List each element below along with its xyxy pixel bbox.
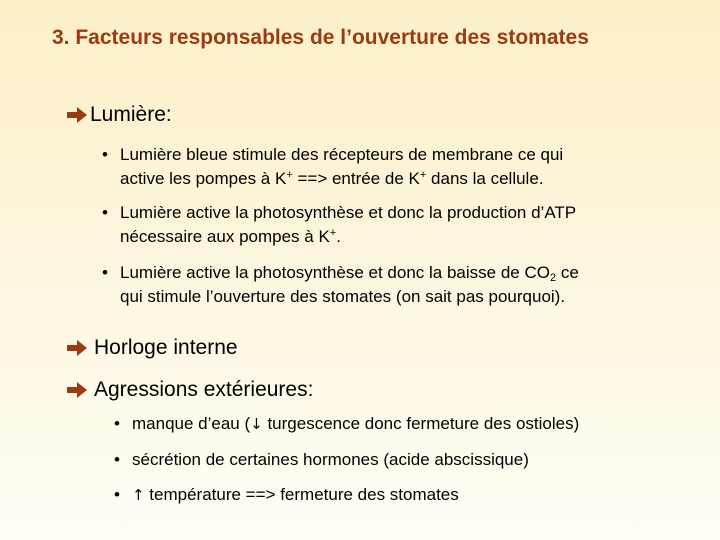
bullet-dot: •: [102, 263, 108, 282]
bullet-text: Lumière active la photosynthèse et donc la production d’ATP: [120, 203, 577, 222]
bullet-text: qui stimule l’ouverture des stomates (on sait pas pourquoi).: [120, 287, 566, 306]
bullet-dot: •: [114, 450, 120, 469]
bullet-dot: •: [102, 145, 108, 164]
right-arrow-icon: [66, 339, 88, 357]
bullet-text: ce: [556, 263, 579, 282]
bullet-text: manque d’eau (: [132, 414, 251, 433]
list-item: [114, 483, 692, 507]
page-title: 3. Facteurs responsables de l’ouverture des stomates: [52, 26, 589, 49]
superscript: +: [286, 169, 293, 181]
section-heading-label: Lumière:: [90, 103, 172, 126]
down-arrow-icon: ↓: [250, 415, 263, 433]
up-arrow-icon: ↑: [132, 486, 145, 504]
list-item: [102, 261, 680, 309]
section-lumiere-heading: [66, 103, 172, 127]
list-item: [114, 412, 692, 436]
right-arrow-icon: [66, 381, 88, 399]
bullet-text: Lumière active la photosynthèse et donc la baisse de CO: [120, 263, 550, 282]
superscript: +: [329, 227, 337, 239]
right-arrow-icon: [66, 106, 88, 124]
list-item: [114, 448, 692, 472]
section-heading-label: Horloge interne: [94, 336, 238, 359]
superscript: +: [419, 169, 427, 181]
bullet-text: active les pompes à K: [120, 169, 287, 188]
section-horloge-heading: [66, 336, 238, 360]
bullet-text: dans la cellule.: [426, 169, 544, 188]
section-heading-label: Agressions extérieures:: [94, 378, 314, 401]
bullet-text: nécessaire aux pompes à K: [120, 227, 330, 246]
bullet-dot: •: [102, 203, 108, 222]
bullet-dot: •: [114, 485, 120, 504]
bullet-text: turgescence donc fermeture des ostioles): [262, 414, 580, 433]
bullet-text: Lumière bleue stimule des récepteurs de membrane ce qui: [120, 145, 564, 164]
list-item: [102, 201, 680, 249]
section-agressions-heading: [66, 378, 313, 402]
subscript: 2: [549, 272, 557, 284]
bullet-text: température ==> fermeture des stomates: [144, 485, 459, 504]
bullet-text: .: [336, 227, 341, 246]
bullet-text: sécrétion de certaines hormones (acide abscissique): [132, 450, 529, 469]
bullet-dot: •: [114, 414, 120, 433]
list-item: [102, 143, 680, 191]
bullet-text: ==> entrée de K: [292, 169, 420, 188]
